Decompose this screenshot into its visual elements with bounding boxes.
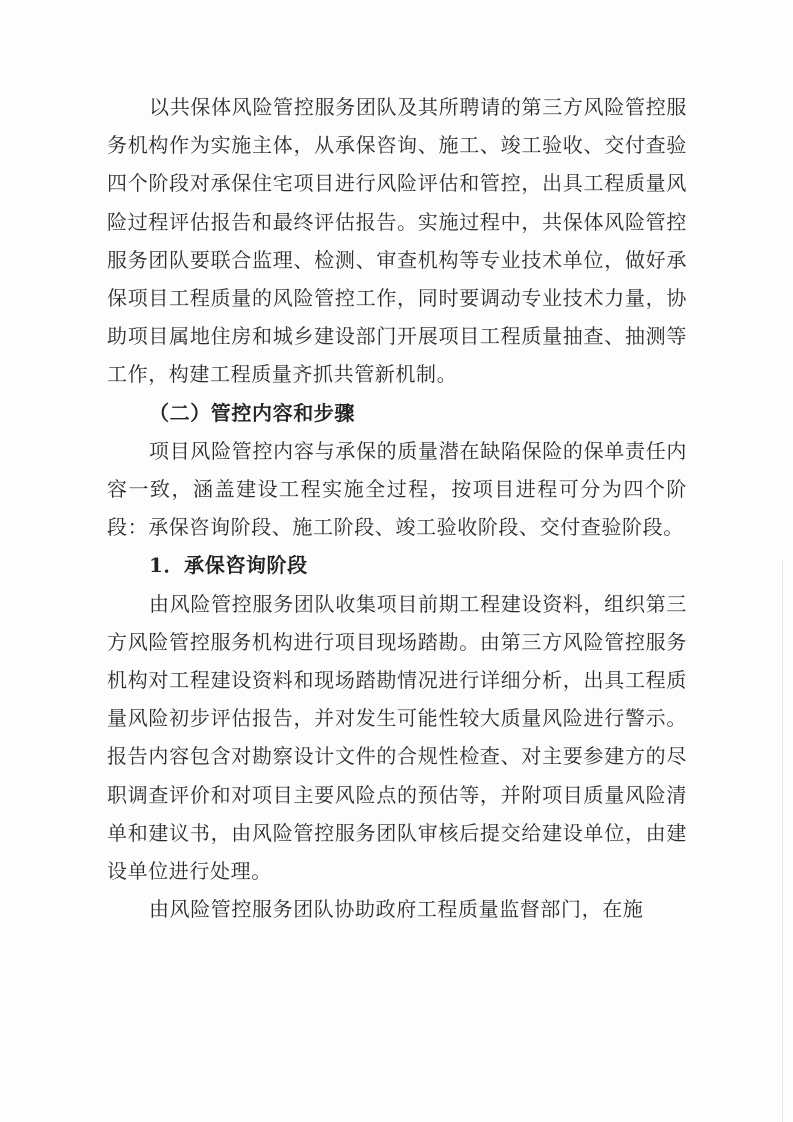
paragraph-implementation-subject: 以共保体风险管控服务团队及其所聘请的第三方风险管控服务机构作为实施主体，从承保咨询、施工、竣工验收、交付查验四个阶段对承保住宅项目进行风险评估和管控，出具工程质量风险过程评估报告和最终评估报告。实施过程中，共保体风险管控服务团队要联合监理、检测、审查机构等专业技术单位，做好承保项目工程质量的风险管控工作，同时要调动专业技术力量，协助项目属地住房和城乡建设部门开展项目工程质量抽查、抽测等工作，构建工程质量齐抓共管新机制。 — [107, 95, 687, 387]
subheading-underwriting-consulting-stage: 1．承保咨询阶段 — [149, 553, 308, 578]
section-heading-control-content: （二）管控内容和步骤 — [149, 400, 355, 425]
paragraph-government-supervision: 由风险管控服务团队协助政府工程质量监督部门，在施 — [149, 897, 644, 922]
paragraph-underwriting-consulting-details: 由风险管控服务团队收集项目前期工程建设资料，组织第三方风险管控服务机构进行项目现场踏勘。由第三方风险管控服务机构对工程建设资料和现场踏勘情况进行详细分析，出具工程质量风险初步评估报告，并对发生可能性较大质量风险进行警示。报告内容包含对勘察设计文件的合规性检查、对主要参建方的尽职调查评价和对项目主要风险点的预估等，并附项目质量风险清单和建议书，由风险管控服务团队审核后提交给建设单位，由建设单位进行处理。 — [107, 591, 687, 884]
document-body — [107, 88, 687, 928]
scan-edge-line — [782, 560, 783, 1122]
paragraph-control-content-overview: 项目风险管控内容与承保的质量潜在缺陷保险的保单责任内容一致，涵盖建设工程实施全过程，按项目进程可分为四个阶段：承保咨询阶段、施工阶段、竣工验收阶段、交付查验阶段。 — [107, 438, 687, 540]
